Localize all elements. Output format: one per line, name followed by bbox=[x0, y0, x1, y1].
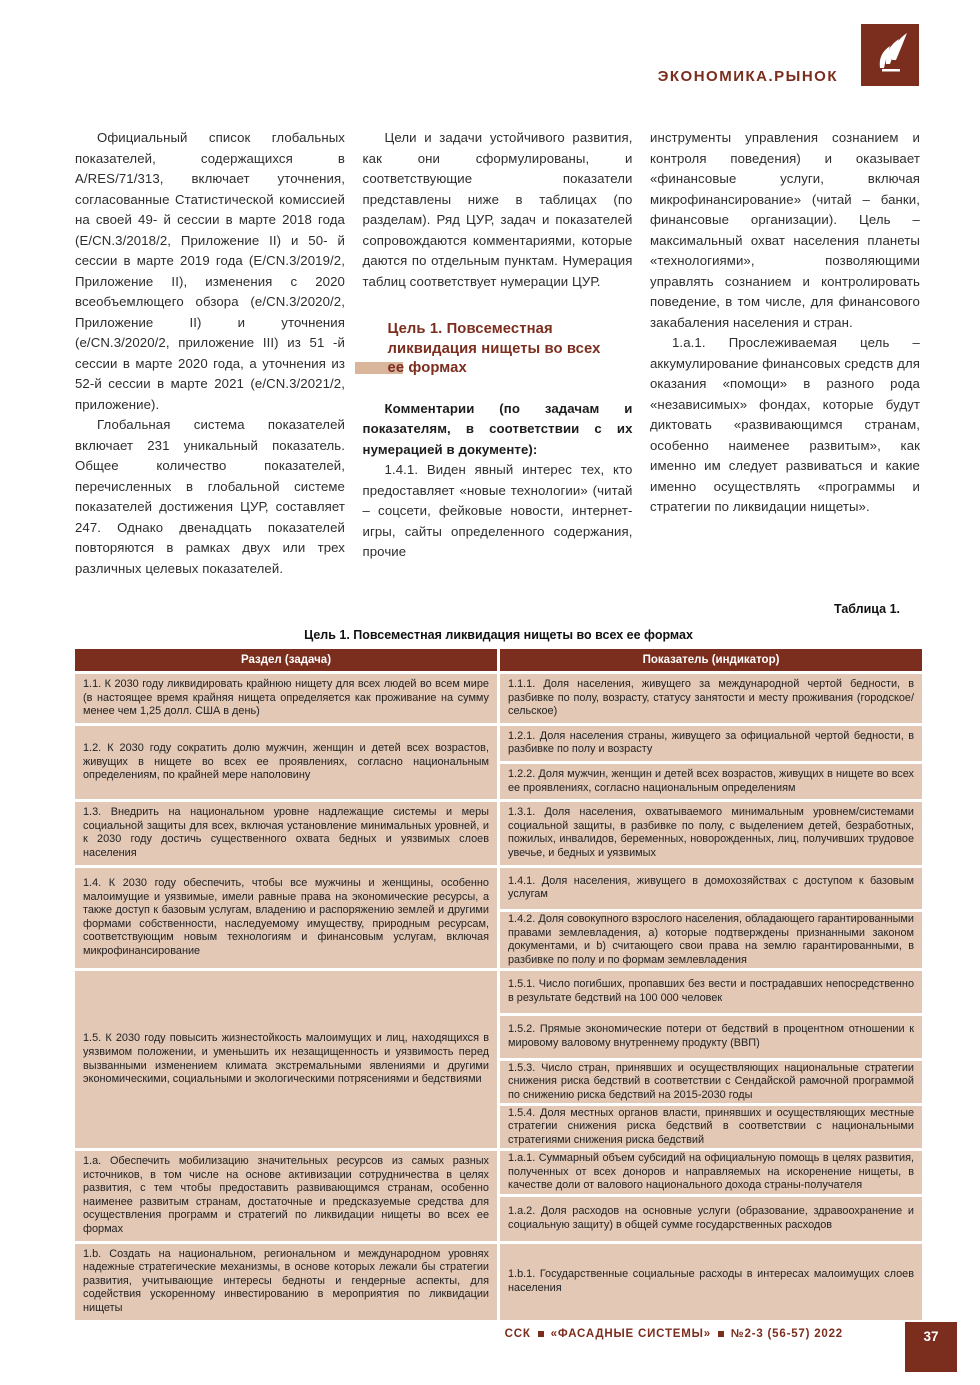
table-header-row bbox=[75, 649, 922, 671]
indicator-cell bbox=[500, 1106, 922, 1148]
indicator-text: 1.5.2. Прямые экономические потери от бедствий в процентном отношении к мировому валовому внутреннему продукту (ВВП) bbox=[508, 1023, 914, 1050]
paragraph: Официальный список глобальных показателей, содержащихся в A/RES/71/313, включает уточнения, согласованные Статистической комиссией на своей 49- й сессии в марте 2018 года (E/CN.3/2018/2, Приложение II) и 50- й сессии в марте 2019 года (E/CN.3/2019/2, Приложение II), изменения с 2020 всеобъемлющего обзора (e/CN.3/2020/2, Приложение II) и уточнения (e/CN.3/2020/2, приложение III) из 51 -й сессии в марте 2020 года, а уточнения из 52-й сессии в марте 2021 (e/CN.3/2021/2, приложение). bbox=[75, 130, 345, 412]
goal-1-heading-text: Цель 1. Повсеместная ликвидация нищеты во всех ее формах bbox=[387, 321, 601, 376]
paragraph: 1.4.1. Виден явный интерес тех, кто предоставляет «новые технологии» (читай – соцсети, фейковые новости, интернет-игры, сайты определенного содержания, прочие bbox=[362, 462, 633, 559]
indicator-cell bbox=[500, 726, 922, 761]
table-row bbox=[75, 802, 922, 864]
indicator-cell bbox=[500, 764, 922, 799]
paragraph: инструменты управления сознанием и контроля поведения) и оказывает «финансовые услуги, включая микрофинансирование» (читай – банки, финансовые организации). Цель – максимальный охват населения планеты «технологиями», позволяющими управлять сознанием и контролировать поведение, в том числе, для финансового закабаления населения и стран. bbox=[650, 130, 920, 330]
task-text: 1.5. К 2030 году повысить жизнестойкость малоимущих и лиц, находящихся в уязвимом положении, и уменьшить их незащищенность и уязвимость перед вызванными изменением климата экстремальными явлениями и другими экономическими, социальными и экологическими потрясениями и бедствиями bbox=[83, 1032, 489, 1086]
table-row bbox=[75, 674, 922, 723]
task-text: 1.2. К 2030 году сократить долю мужчин, женщин и детей всех возрастов, живущих в нищете во всех ее проявлениях, согласно национальным определениям, по крайней мере наполовину bbox=[83, 742, 489, 782]
square-bullet-icon bbox=[718, 1331, 724, 1337]
indicator-column bbox=[500, 1151, 922, 1241]
table-row bbox=[75, 1151, 922, 1241]
indicator-text: 1.1.1. Доля населения, живущего за международной чертой бедности, в разбивке по полу, возрасту, статусу занятости и месту проживания (городское/сельское) bbox=[508, 678, 914, 718]
paragraph: Цели и задачи устойчивого развития, как они сформулированы, и соответствующие показатели представлены ниже в таблицах (по разделам). Ряд ЦУР, задач и показателей сопровождаются комментариями, которые даются по отдельным пунктам. Нумерация таблиц соответствует нумерации ЦУР. bbox=[362, 130, 633, 289]
task-cell bbox=[75, 674, 497, 723]
text-column-3 bbox=[650, 128, 920, 606]
task-cell bbox=[75, 868, 497, 969]
article-body bbox=[75, 128, 920, 606]
task-cell bbox=[75, 726, 497, 799]
indicator-column bbox=[500, 868, 922, 969]
publisher-logo bbox=[861, 24, 919, 86]
indicator-text: 1.b.1. Государственные социальные расходы в интересах малоимущих слоев населения bbox=[508, 1267, 914, 1294]
text-column-2 bbox=[363, 128, 633, 606]
text-column-1 bbox=[75, 128, 345, 606]
indicator-column bbox=[500, 726, 922, 799]
indicator-text: 1.а.1. Суммарный объем субсидий на официальную помощь в целях развития, полученных от всех доноров и направляемых на искоренение нищеты, в качестве доли от валового национального дохода страны-получателя bbox=[508, 1152, 914, 1192]
task-cell bbox=[75, 802, 497, 864]
indicator-cell bbox=[500, 868, 922, 910]
indicator-text: 1.2.1. Доля населения страны, живущего за официальной чертой бедности, в разбивке по полу и возрасту bbox=[508, 729, 914, 756]
comments-heading: Комментарии (по задачам и показателям, в соответствии с их нумерацией в документе): bbox=[362, 400, 633, 457]
task-cell bbox=[75, 1151, 497, 1241]
task-cell bbox=[75, 971, 497, 1148]
indicator-cell bbox=[500, 1197, 922, 1240]
indicator-cell bbox=[500, 1151, 922, 1194]
footer bbox=[505, 1328, 843, 1340]
paragraph: 1.а.1. Прослеживаемая цель – аккумулирование финансовых средств для оказания «помощи» в разного рода «независимых» фондах, которые будут диктовать «развивающимся странам, особенно наименее развитым», как именно им следует развиваться и какие именно осуществлять «программы и стратегии по ликвидации нищеты». bbox=[650, 335, 920, 514]
indicator-cell bbox=[500, 802, 922, 864]
footer-issue: №2-3 (56-57) 2022 bbox=[730, 1328, 843, 1340]
indicator-text: 1.а.2. Доля расходов на основные услуги (образование, здравоохранение и социальную защиту) в общей сумме государственных расходов bbox=[508, 1205, 914, 1231]
section-label: ЭКОНОМИКА.РЫНОК bbox=[657, 68, 838, 85]
table-row bbox=[75, 726, 922, 799]
indicator-column bbox=[500, 802, 922, 864]
table-row bbox=[75, 1244, 922, 1320]
task-text: 1.1. К 2030 году ликвидировать крайнюю нищету для всех людей во всем мире (в настоящее время крайняя нищета определяется как проживание на сумму менее чем 1,25 долл. США в день) bbox=[83, 678, 489, 718]
footer-org: ССК bbox=[504, 1328, 531, 1340]
indicator-column bbox=[500, 971, 922, 1148]
goal-1-table bbox=[75, 649, 922, 1320]
indicator-text: 1.2.2. Доля мужчин, женщин и детей всех возрастов, живущих в нищете во всех ее проявлениях, согласно национальным определениям bbox=[508, 767, 914, 794]
indicator-text: 1.5.1. Число погибших, пропавших без вести и пострадавших непосредственно в результате бедствий на 100 000 человек bbox=[508, 978, 914, 1005]
indicator-text: 1.4.2. Доля совокупного взрослого населения, обладающего гарантированными правами землевладения, а) которые подтверждены признанными законом документами, и b) считающего свои права на землю гарантированными, в разбивке по полу и по формам землевладения bbox=[508, 912, 914, 966]
table-number-label: Таблица 1. bbox=[834, 602, 900, 616]
task-text: 1.а. Обеспечить мобилизацию значительных ресурсов из самых разных источников, в том числе на основе активизации сотрудничества в целях развития, с тем чтобы предоставить развивающимся странам, особенно наименее развитым странам, достаточные и предсказуемые средства для осуществления программ и стратегий по ликвидации нищеты во всех ее формах bbox=[83, 1155, 489, 1235]
task-text: 1.b. Создать на национальном, региональном и международном уровнях надежные стратегические механизмы, в основе которых лежали бы стратегии развития, учитывающие интересы бедноты и гендерные аспекты, для содействия ускоренному инвестированию в мероприятия по ликвидации нищеты bbox=[83, 1247, 489, 1314]
table-title: Цель 1. Повсеместная ликвидация нищеты во всех ее формах bbox=[304, 628, 693, 642]
indicator-cell bbox=[500, 971, 922, 1013]
indicator-text: 1.3.1. Доля населения, охватываемого минимальным уровнем/системами социальной защиты, в разбивке по полу, с выделением детей, безработных, пожилых, инвалидов, беременных, новорожденных, лиц, получивших трудовое увечье, и бедных и уязвимых bbox=[508, 806, 914, 859]
indicator-column bbox=[500, 674, 922, 723]
table-row bbox=[75, 971, 922, 1148]
task-cell bbox=[75, 1244, 497, 1320]
indicator-text: 1.5.4. Доля местных органов власти, принявших и осуществляющих местные стратегии снижения риска бедствий в соответствии с национальными стратегиями снижения риска бедствий bbox=[508, 1106, 914, 1146]
indicator-column bbox=[500, 1244, 922, 1320]
indicator-cell bbox=[500, 674, 922, 723]
table-header-task: Раздел (задача) bbox=[75, 649, 497, 671]
goal-1-heading bbox=[363, 320, 603, 379]
paragraph: Глобальная система показателей включает 231 уникальный показатель. Общее количество показателей, перечисленных в глобальной системе показателей достижения ЦУР, составляет 247. Однако двенадцать показателей повторяются в рамках двух или трех различных целевых показателей. bbox=[75, 417, 345, 576]
page-number-badge bbox=[905, 1322, 957, 1372]
indicator-cell bbox=[500, 912, 922, 968]
footer-journal: «ФАСАДНЫЕ СИСТЕМЫ» bbox=[550, 1328, 711, 1340]
leaf-fan-icon bbox=[870, 30, 910, 81]
square-bullet-icon bbox=[538, 1331, 544, 1337]
indicator-text: 1.4.1. Доля населения, живущего в домохозяйствах с доступом к базовым услугам bbox=[508, 874, 914, 901]
page-number: 37 bbox=[923, 1329, 939, 1344]
task-text: 1.3. Внедрить на национальном уровне надлежащие системы и меры социальной защиты для всех, включая установление минимальных уровней, и к 2030 году достичь существенного охвата бедных и уязвимых слоев населения bbox=[83, 806, 489, 859]
indicator-cell bbox=[500, 1061, 922, 1103]
table-row bbox=[75, 868, 922, 969]
indicator-text: 1.5.3. Число стран, принявших и осуществляющих национальные стратегии снижения риска бедствий в соответствии с Сендайской рамочной программой по снижению риска бедствий на 2015-2030 годы bbox=[508, 1061, 914, 1101]
indicator-cell bbox=[500, 1016, 922, 1058]
indicator-cell bbox=[500, 1244, 922, 1320]
task-text: 1.4. К 2030 году обеспечить, чтобы все мужчины и женщины, особенно малоимущие и уязвимые, имели равные права на экономические ресурсы, а также доступ к базовым услугам, владению и распоряжению землей и другими формами собственности, наследуемому имуществу, природным ресурсам, соответствующим новым технологиям и финансовым услугам, включая микрофинансирование bbox=[83, 877, 489, 957]
table-header-indicator: Показатель (индикатор) bbox=[500, 649, 922, 671]
